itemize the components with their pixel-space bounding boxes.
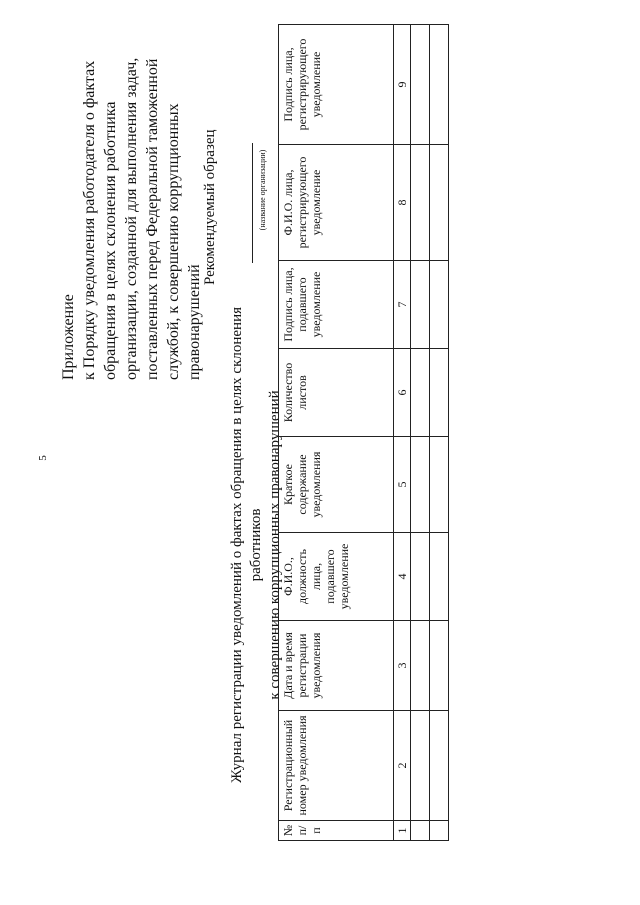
column-number-row (394, 25, 411, 841)
journal-table (278, 24, 449, 841)
empty-cell (411, 711, 430, 821)
appendix-line: организации, созданной для выполнения задач, (123, 57, 140, 380)
empty-cell (430, 25, 449, 145)
column-number: 8 (394, 145, 411, 261)
appendix-line: Приложение (60, 294, 77, 380)
empty-cell (411, 533, 430, 621)
header-cell: Подпись лица, регистрирующего уведомление (279, 25, 394, 145)
empty-cell (430, 621, 449, 711)
column-number: 9 (394, 25, 411, 145)
empty-cell (411, 25, 430, 145)
column-number: 1 (394, 821, 411, 841)
column-number: 2 (394, 711, 411, 821)
header-cell: Ф.И.О., должность лица, подавшего уведомление (279, 533, 394, 621)
page-number: 5 (36, 455, 49, 461)
empty-cell (430, 261, 449, 349)
column-number: 5 (394, 437, 411, 533)
appendix-line: правонарушений (186, 264, 203, 380)
empty-cell (430, 145, 449, 261)
empty-cell (430, 821, 449, 841)
table-row (430, 25, 449, 841)
column-number: 6 (394, 349, 411, 437)
sample-mark: Рекомендуемый образец (202, 129, 218, 285)
header-cell: Краткое содержание уведомления (279, 437, 394, 533)
column-number: 3 (394, 621, 411, 711)
header-cell: Дата и время регистрации уведомления (279, 621, 394, 711)
organization-caption: (название организации) (258, 149, 267, 231)
empty-cell (411, 821, 430, 841)
appendix-block (58, 40, 205, 380)
appendix-line: службой, к совершению коррупционных (165, 103, 182, 380)
appendix-line: к Порядку уведомления работодателя о фактах (81, 60, 98, 380)
column-number: 4 (394, 533, 411, 621)
document-sheet (30, 15, 610, 875)
empty-cell (411, 437, 430, 533)
appendix-line: поставленных перед Федеральной таможенной (144, 58, 161, 380)
header-cell: Подпись лица, подавшего уведомление (279, 261, 394, 349)
table-row (411, 25, 430, 841)
table-header-row (279, 25, 394, 841)
journal-title-line: к совершению коррупционных правонарушений (267, 390, 283, 700)
header-cell: Ф.И.О. лица, регистрирующего уведомление (279, 145, 394, 261)
empty-cell (430, 437, 449, 533)
empty-cell (411, 349, 430, 437)
appendix-line: обращения в целях склонения работника (102, 101, 119, 380)
header-cell: № п/п (279, 821, 394, 841)
header-cell: Количество листов (279, 349, 394, 437)
column-number: 7 (394, 261, 411, 349)
organization-name-line (252, 143, 253, 263)
empty-cell (411, 145, 430, 261)
header-cell: Регистрационный номер уведомления (279, 711, 394, 821)
empty-cell (430, 533, 449, 621)
empty-cell (430, 349, 449, 437)
empty-cell (430, 711, 449, 821)
journal-title-line: Журнал регистрации уведомлений о фактах обращения в целях склонения работников (229, 306, 264, 784)
empty-cell (411, 621, 430, 711)
journal-title (228, 275, 285, 815)
empty-cell (411, 261, 430, 349)
